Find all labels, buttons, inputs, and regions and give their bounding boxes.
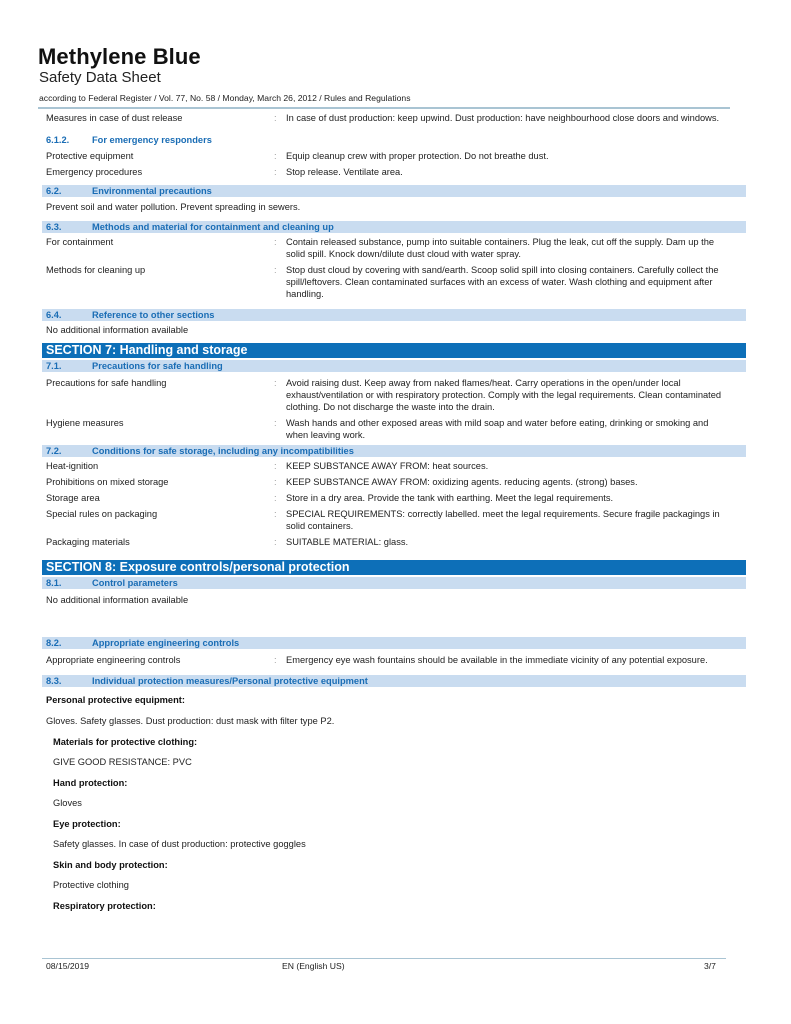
subsection-title: Precautions for safe handling — [92, 361, 223, 371]
subsection-title: Conditions for safe storage, including any incompatibilities — [92, 446, 354, 456]
subsection-title: Environmental precautions — [92, 186, 212, 196]
field-value: KEEP SUBSTANCE AWAY FROM: heat sources. — [286, 461, 489, 471]
field-row — [42, 492, 746, 504]
subsection-number: 6.1.2. — [46, 135, 70, 145]
field-value: In case of dust production: keep upwind. Dust production: have neighbourhood close doors and windows. — [286, 113, 720, 123]
field-label: Special rules on packaging — [46, 509, 158, 519]
field-value: Store in a dry area. Provide the tank with earthing. Meet the legal requirements. — [286, 493, 614, 503]
subsection-number: 8.1. — [46, 578, 62, 588]
field-colon: : — [274, 461, 277, 471]
field-label: Protective equipment — [46, 151, 134, 161]
field-value: Wash hands and other exposed areas with mild soap and water before eating, drinking or smoking and when leaving work. — [286, 418, 709, 440]
subsection-number: 6.3. — [46, 222, 62, 232]
eye-protection-text: Safety glasses. In case of dust production: protective goggles — [53, 839, 306, 849]
subsection-heading-64 — [42, 309, 746, 321]
field-label: Heat-ignition — [46, 461, 99, 471]
field-row — [42, 460, 746, 472]
field-label: Methods for cleaning up — [46, 265, 146, 275]
field-label: Appropriate engineering controls — [46, 655, 181, 665]
document-body — [42, 110, 746, 912]
field-colon: : — [274, 493, 277, 503]
section-heading-7: SECTION 7: Handling and storage — [42, 343, 746, 358]
eye-protection-heading: Eye protection: — [53, 819, 121, 829]
field-row — [42, 536, 746, 548]
field-row — [42, 377, 746, 413]
field-value: SUITABLE MATERIAL: glass. — [286, 537, 409, 547]
field-row — [42, 150, 746, 162]
footer-divider — [42, 958, 726, 959]
field-row — [42, 654, 746, 666]
subsection-heading-81 — [42, 577, 746, 589]
subsection-heading-83 — [42, 675, 746, 687]
subsection-title: Methods and material for containment and cleaning up — [92, 222, 334, 232]
field-label: For containment — [46, 237, 114, 247]
field-value: Avoid raising dust. Keep away from naked flames/heat. Carry operations in the open/under local exhaust/ventilation or with respiratory protection. Comply with the legal requirements. Clean contaminated clothing. Do not discharge the waste into the drain. — [286, 378, 722, 412]
field-label: Measures in case of dust release — [46, 113, 183, 123]
subsection-heading-62 — [42, 185, 746, 197]
subsection-title: Control parameters — [92, 578, 178, 588]
field-colon: : — [274, 537, 277, 547]
hand-protection-heading: Hand protection: — [53, 778, 128, 788]
field-colon: : — [274, 237, 277, 247]
field-label: Hygiene measures — [46, 418, 124, 428]
regulation-reference: according to Federal Register / Vol. 77, No. 58 / Monday, March 26, 2012 / Rules and Regulations — [39, 93, 411, 103]
field-colon: : — [274, 113, 277, 123]
field-label: Storage area — [46, 493, 100, 503]
field-row — [42, 236, 746, 260]
subsection-title: Reference to other sections — [92, 310, 215, 320]
field-row — [42, 508, 746, 532]
subsection-number: 7.1. — [46, 361, 62, 371]
subsection-number: 8.2. — [46, 638, 62, 648]
subsection-heading-82 — [42, 637, 746, 649]
field-value: Stop dust cloud by covering with sand/earth. Scoop solid spill into closing containers. Carefully collect the spill/leftovers. Clean contaminated surfaces with an excess of water. Wash clothing and equipment after handling. — [286, 265, 719, 299]
field-row — [42, 417, 746, 441]
materials-heading: Materials for protective clothing: — [53, 737, 198, 747]
respiratory-protection-heading: Respiratory protection: — [53, 901, 156, 911]
header-divider — [38, 107, 730, 109]
subsection-heading-71 — [42, 360, 746, 372]
footer-language: EN (English US) — [282, 961, 345, 971]
field-colon: : — [274, 509, 277, 519]
field-colon: : — [274, 378, 277, 388]
paragraph: Prevent soil and water pollution. Prevent spreading in sewers. — [46, 202, 301, 212]
ppe-heading: Personal protective equipment: — [46, 695, 185, 705]
field-value: Equip cleanup crew with proper protection. Do not breathe dust. — [286, 151, 549, 161]
field-colon: : — [274, 477, 277, 487]
document-subtitle: Safety Data Sheet — [39, 69, 161, 86]
field-colon: : — [274, 151, 277, 161]
footer-page-number: 3/7 — [704, 961, 716, 971]
product-title: Methylene Blue — [38, 44, 201, 69]
subsection-number: 6.4. — [46, 310, 62, 320]
field-value: Stop release. Ventilate area. — [286, 167, 403, 177]
skin-protection-text: Protective clothing — [53, 880, 129, 890]
subsection-heading-72 — [42, 445, 746, 457]
field-label: Emergency procedures — [46, 167, 143, 177]
subsection-number: 8.3. — [46, 676, 62, 686]
subsection-title: Appropriate engineering controls — [92, 638, 240, 648]
subsection-heading-612 — [42, 134, 746, 146]
field-row — [42, 166, 746, 178]
paragraph: No additional information available — [46, 595, 189, 605]
ppe-text: Gloves. Safety glasses. Dust production: dust mask with filter type P2. — [46, 716, 335, 726]
field-row — [42, 112, 746, 124]
field-row — [42, 264, 746, 300]
field-label: Packaging materials — [46, 537, 130, 547]
field-value: Contain released substance, pump into suitable containers. Plug the leak, cut off the supply. Dam up the solid spill. Knock down/dilute dust cloud with water spray. — [286, 237, 715, 259]
paragraph: No additional information available — [46, 325, 189, 335]
subsection-title: For emergency responders — [92, 135, 212, 145]
field-value: KEEP SUBSTANCE AWAY FROM: oxidizing agents. reducing agents. (strong) bases. — [286, 477, 638, 487]
field-colon: : — [274, 418, 277, 428]
field-label: Prohibitions on mixed storage — [46, 477, 169, 487]
field-colon: : — [274, 265, 277, 275]
field-row — [42, 476, 746, 488]
subsection-heading-63 — [42, 221, 746, 233]
field-colon: : — [274, 655, 277, 665]
subsection-number: 7.2. — [46, 446, 62, 456]
field-colon: : — [274, 167, 277, 177]
subsection-title: Individual protection measures/Personal protective equipment — [92, 676, 368, 686]
section-heading-8: SECTION 8: Exposure controls/personal protection — [42, 560, 746, 575]
field-label: Precautions for safe handling — [46, 378, 167, 388]
materials-text: GIVE GOOD RESISTANCE: PVC — [53, 757, 192, 767]
hand-protection-text: Gloves — [53, 798, 82, 808]
field-value: SPECIAL REQUIREMENTS: correctly labelled. meet the legal requirements. Secure fragile packagings in solid containers. — [286, 509, 720, 531]
field-value: Emergency eye wash fountains should be available in the immediate vicinity of any potential exposure. — [286, 655, 708, 665]
skin-protection-heading: Skin and body protection: — [53, 860, 168, 870]
subsection-number: 6.2. — [46, 186, 62, 196]
footer-date: 08/15/2019 — [46, 961, 90, 971]
